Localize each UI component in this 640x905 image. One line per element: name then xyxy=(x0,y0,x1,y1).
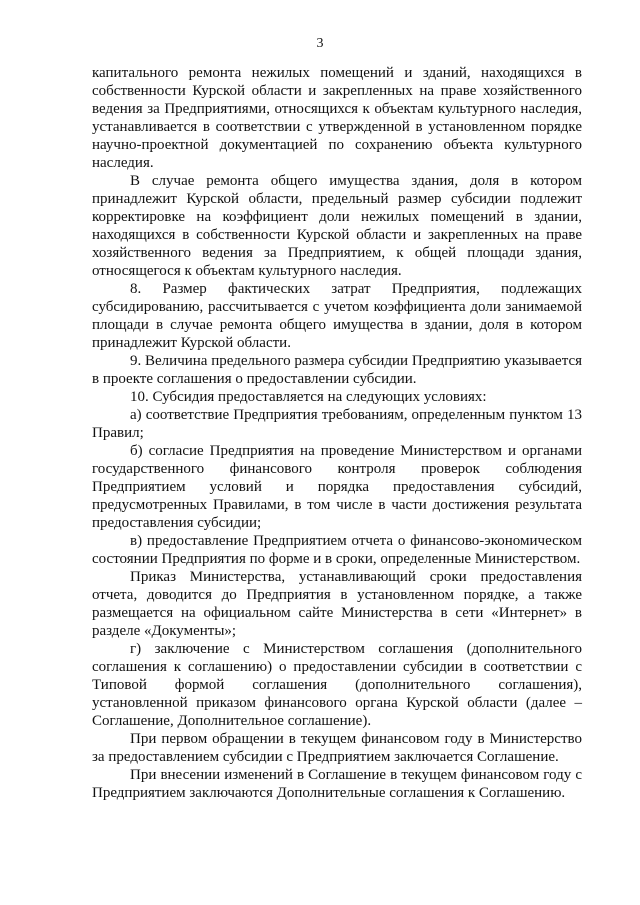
page-number: 3 xyxy=(316,36,324,51)
paragraph: капитального ремонта нежилых помещений и зданий, находящихся в собственности Курской области и закрепленных на праве хозяйственного ведения за Предприятиями, относящихся к объектам культурного наследия, устанавливается в соответствии с утвержденной в установленном порядке научно-проектной документацией по сохранению объекта культурного наследия. xyxy=(92,65,582,171)
paragraph: Приказ Министерства, устанавливающий сроки предоставления отчета, доводится до Предприятия в установленном порядке, а также размещается на официальном сайте Министерства в сети «Интернет» в разделе «Документы»; xyxy=(92,569,582,639)
paragraph: 8. Размер фактических затрат Предприятия, подлежащих субсидированию, рассчитывается с учетом коэффициента доли занимаемой площади в случае ремонта общего имущества в здании, доля в котором принадлежит Курской области. xyxy=(92,281,582,351)
paragraph: 10. Субсидия предоставляется на следующих условиях: xyxy=(130,389,487,405)
paragraph: При внесении изменений в Соглашение в текущем финансовом году с Предприятием заключаются Дополнительные соглашения к Соглашению. xyxy=(92,767,582,801)
paragraph: В случае ремонта общего имущества здания, доля в котором принадлежит Курской области, предельный размер субсидии подлежит корректировке на коэффициент доли нежилых помещений в здании, находящихся в собственности Курской области и закрепленных на праве хозяйственного ведения за Предприятием, к общей площади здания, относящегося к объектам культурного наследия. xyxy=(92,173,582,279)
paragraph: 9. Величина предельного размера субсидии Предприятию указывается в проекте соглашения о предоставлении субсидии. xyxy=(92,353,582,387)
document-body xyxy=(92,64,582,802)
paragraph: а) соответствие Предприятия требованиям, определенным пунктом 13 Правил; xyxy=(92,407,582,441)
paragraph: б) согласие Предприятия на проведение Министерством и органами государственного финансового контроля проверок соблюдения Предприятием условий и порядка предоставления субсидий, предусмотренных Правилами, в том числе в части достижения результата предоставления субсидии; xyxy=(92,443,582,531)
paragraph: г) заключение с Министерством соглашения (дополнительного соглашения к соглашению) о предоставлении субсидии в соответствии с Типовой формой соглашения (дополнительного соглашения), установленной приказом финансового органа Курской области (далее – Соглашение, Дополнительное соглашение). xyxy=(92,641,582,729)
paragraph: При первом обращении в текущем финансовом году в Министерство за предоставлением субсидии с Предприятием заключается Соглашение. xyxy=(92,731,582,765)
paragraph: в) предоставление Предприятием отчета о финансово-экономическом состоянии Предприятия по форме и в сроки, определенные Министерством. xyxy=(92,533,582,567)
